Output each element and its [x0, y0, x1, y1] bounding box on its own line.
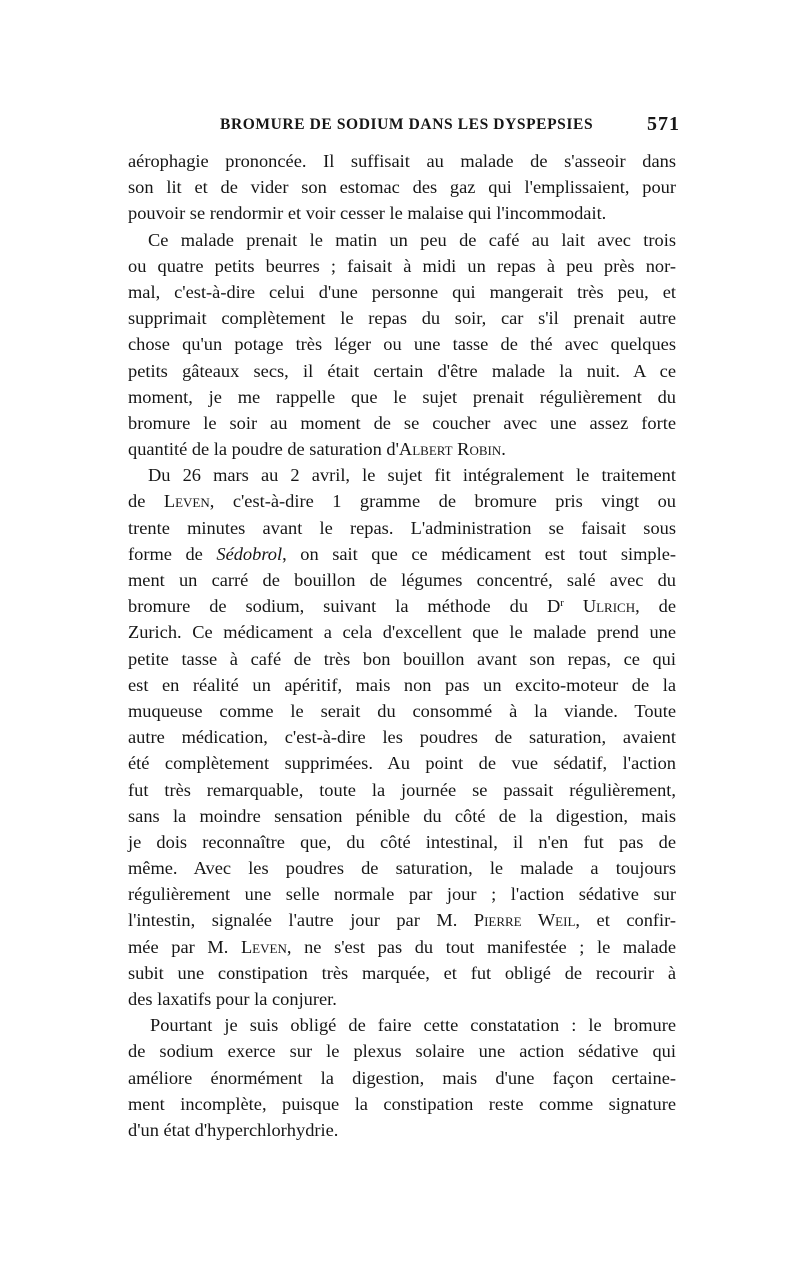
- text-segment: , ne s'est pas du tout manifestée ; le malade: [286, 936, 676, 957]
- text-line: Zurich. Ce médicament a cela d'excellent que le malade prend une: [128, 622, 676, 643]
- body-text: [128, 148, 676, 1143]
- text-line: moment, je me rappelle que le sujet prenait régulièrement du: [128, 386, 676, 407]
- text-line: [128, 541, 676, 567]
- author-name: Albert Robin: [398, 439, 502, 460]
- text-line: améliore énormément la digestion, mais d'une façon certaine-: [128, 1067, 676, 1088]
- text-segment: , et confir-: [575, 910, 677, 931]
- text-line: petits gâteaux secs, il était certain d'être malade la nuit. A ce: [128, 360, 676, 381]
- text-line: chose qu'un potage très léger ou une tasse de thé avec quelques: [128, 334, 676, 355]
- text-line: mal, c'est-à-dire celui d'une personne qui mangerait très peu, et: [128, 281, 676, 302]
- text-line: pouvoir se rendormir et voir cesser le malaise qui l'incommodait.: [128, 203, 607, 224]
- text-segment: bromure de sodium, suivant la méthode du D: [128, 596, 561, 617]
- text-line: même. Avec les poudres de saturation, le malade a toujours: [128, 858, 676, 879]
- text-line: supprimait complètement le repas du soir, car s'il prenait autre: [128, 308, 676, 329]
- text-line: sans la moindre sensation pénible du côté de la digestion, mais: [128, 805, 676, 826]
- text-segment: , de: [635, 596, 676, 617]
- text-line: ment un carré de bouillon de légumes concentré, salé avec du: [128, 570, 676, 590]
- running-title: BROMURE DE SODIUM DANS LES DYSPEPSIES: [220, 116, 594, 133]
- text-line: fut très remarquable, toute la journée se passait régulièrement,: [128, 779, 676, 800]
- author-name: Leven: [163, 491, 210, 512]
- text-line: [128, 934, 676, 960]
- author-name: Leven: [240, 936, 287, 957]
- text-segment: .: [501, 439, 506, 460]
- text-line: aérophagie prononcée. Il suffisait au malade de s'asseoir dans: [128, 151, 676, 171]
- text-line: [128, 593, 676, 619]
- text-segment: quantité de la poudre de saturation d': [128, 439, 399, 460]
- text-segment: forme de: [128, 543, 217, 564]
- text-line: ou quatre petits beurres ; faisait à midi un repas à peu près nor-: [128, 255, 676, 276]
- text-line: été complètement supprimées. Au point de vue sédatif, l'action: [128, 753, 676, 774]
- text-segment: , on sait que ce médicament est tout simple-: [282, 543, 676, 564]
- page-number: 571: [647, 113, 680, 135]
- text-line: petite tasse à café de très bon bouillon avant son repas, ce qui: [128, 648, 676, 669]
- text-segment: mée par M.: [128, 936, 241, 957]
- text-line: est en réalité un apéritif, mais non pas un excito-moteur de la: [128, 674, 676, 695]
- running-header: [128, 113, 680, 138]
- text-segment: l'intestin, signalée l'autre jour par M.: [128, 910, 474, 931]
- text-line: [128, 436, 676, 462]
- text-line: des laxatifs pour la conjurer.: [128, 989, 337, 1009]
- text-line: Ce malade prenait le matin un peu de café au lait avec trois: [148, 229, 676, 250]
- author-name: Ulrich: [582, 596, 636, 617]
- text-segment: , c'est-à-dire 1 gramme de bromure pris vingt ou: [209, 491, 676, 512]
- text-line: d'un état d'hyperchlorhydrie.: [128, 1119, 339, 1140]
- text-line: [128, 488, 676, 514]
- text-line: Pourtant je suis obligé de faire cette constatation : le bromure: [150, 1015, 676, 1036]
- text-line: ment incomplète, puisque la constipation reste comme signature: [128, 1093, 676, 1114]
- text-line: de sodium exerce sur le plexus solaire une action sédative qui: [128, 1041, 676, 1062]
- text-line: bromure le soir au moment de se coucher avec une assez forte: [128, 412, 676, 433]
- text-line: autre médication, c'est-à-dire les poudres de saturation, avaient: [128, 727, 676, 748]
- superscript: r: [560, 597, 564, 610]
- text-line: muqueuse comme le serait du consommé à la viande. Toute: [128, 700, 676, 721]
- author-name: Pierre Weil: [473, 910, 576, 931]
- text-line: je dois reconnaître que, du côté intestinal, il n'en fut pas de: [128, 831, 676, 852]
- text-line: régulièrement une selle normale par jour ; l'action sédative sur: [128, 884, 676, 905]
- drug-name: Sédobrol: [216, 543, 283, 564]
- text-line: Du 26 mars au 2 avril, le sujet fit intégralement le traitement: [148, 465, 676, 486]
- text-line: son lit et de vider son estomac des gaz qui l'emplissaient, pour: [128, 177, 676, 198]
- text-line: trente minutes avant le repas. L'administration se faisait sous: [128, 517, 676, 538]
- text-segment: de: [128, 491, 164, 512]
- text-line: subit une constipation très marquée, et fut obligé de recourir à: [128, 962, 676, 983]
- text-line: [128, 907, 676, 933]
